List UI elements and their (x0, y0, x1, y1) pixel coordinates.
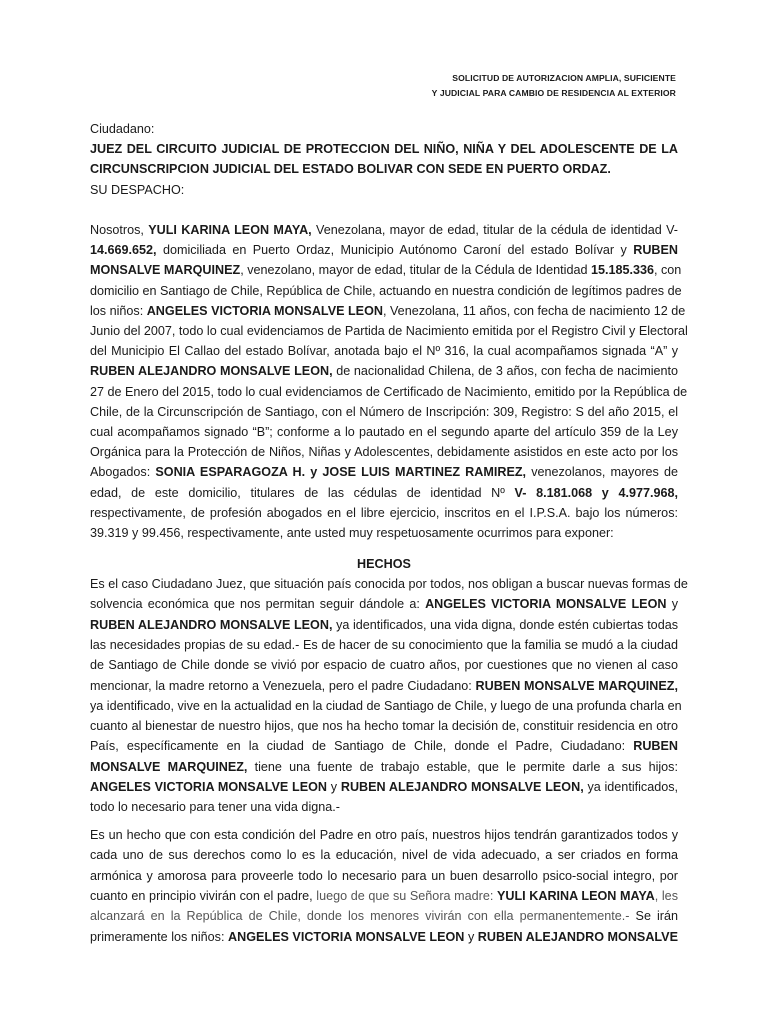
text-line (90, 465, 678, 479)
text-line (90, 577, 688, 591)
text-run: ya identificados, una vida digna, donde estén cubiertas todas (332, 617, 678, 632)
text-run: Es un hecho que con esta condición del Padre en otro país, nuestros hijos tendrán garantizados todos y (90, 828, 678, 842)
salutation: Ciudadano: (90, 122, 155, 136)
bold-text: ANGELES VICTORIA MONSALVE LEON (228, 929, 465, 944)
text-run: cuanto al bienestar de nuestro hijos, que nos ha hecho tomar la decisión de, constituir residencia en otro (90, 719, 678, 734)
bold-text: ANGELES VICTORIA MONSALVE LEON (425, 597, 667, 612)
text-line (90, 869, 678, 883)
text-run: , venezolano, mayor de edad, titular de la Cédula de Identidad (240, 263, 591, 278)
bold-text: RUBEN ALEJANDRO MONSALVE LEON, (340, 780, 584, 794)
text-run: cual acompañamos signado “B”; conforme a lo pautado en el segundo aparte del artículo 359 de la Ley (90, 425, 678, 439)
text-run: alcanzará en la República de Chile, donde los menores vivirán con ella permanentemente.- (90, 909, 630, 924)
text-line (90, 828, 678, 842)
text-run: de Santiago de Chile donde se vivió por espacio de cuatro años, por cuestiones que no vienen al caso (90, 658, 678, 673)
text-run: venezolanos, mayores de (526, 465, 678, 480)
text-run: Orgánica para la Protección de Niños, Niñas y Adolescentes, debidamente asistidos en este acto por los (90, 445, 678, 460)
text-run: armónica y amorosa para proveerle todo lo necesario para un buen desarrollo psico-social integro, por (90, 868, 678, 883)
text-run: Junio del 2007, todo lo cual evidenciamos de Partida de Nacimiento emitida por el Registro Civil y Electoral (90, 324, 688, 338)
text-line (90, 760, 678, 774)
text-line (90, 364, 678, 378)
text-line (90, 679, 678, 693)
text-run: edad, de este domicilio, titulares de las cédulas de identidad Nº (90, 485, 515, 500)
text-run: y (464, 929, 478, 944)
bold-text: RUBEN (633, 739, 678, 754)
text-line (90, 445, 678, 459)
text-run: Nosotros, (90, 223, 149, 237)
text-run: y (327, 780, 341, 794)
text-run: cada uno de sus derechos como lo es la educación, nivel de vida adecuado, a ser criados en forma (90, 848, 678, 863)
text-run: Chile, de la Circunscripción de Santiago, con el Número de Inscripción: 309, Registro: S del año 2015, el (90, 404, 678, 419)
text-line (90, 889, 678, 903)
text-line (90, 618, 678, 632)
text-run: 27 de Enero del 2015, todo lo cual evidenciamos de Certificado de Nacimiento, emitido por la República de (90, 384, 688, 399)
text-line (90, 263, 682, 278)
text-run: domiciliada en Puerto Ordaz, Municipio Autónomo Caroní del estado Bolívar y (156, 243, 634, 258)
office-line: SU DESPACHO: (90, 183, 185, 197)
text-line (90, 243, 678, 257)
text-run: respectivamente, de profesión abogados en el libre ejercicio, inscritos en el I.P.S.A. bajo los números: (90, 505, 678, 520)
bold-text: RUBEN ALEJANDRO MONSALVE LEON, (90, 364, 333, 379)
text-run: Se irán (629, 909, 678, 924)
text-line (90, 638, 678, 652)
text-line (90, 384, 688, 399)
text-run: Abogados: (90, 465, 156, 480)
bold-text: RUBEN ALEJANDRO MONSALVE LEON, (90, 617, 333, 632)
text-run: Venezolana, mayor de edad, titular de la cédula de identidad V- (311, 223, 678, 237)
bold-text: YULI KARINA LEON MAYA (496, 888, 655, 903)
text-line (90, 324, 688, 338)
text-run: , Venezolana, 11 años, con fecha de nacimiento 12 de (382, 303, 686, 318)
bold-text: YULI KARINA LEON MAYA, (148, 223, 312, 237)
text-run: mencionar, la madre retorno a Venezuela, pero el padre Ciudadano: (90, 678, 476, 693)
text-line (90, 658, 678, 672)
text-run: , les (654, 888, 678, 903)
section-title: HECHOS (357, 557, 411, 571)
text-run: y (666, 597, 678, 612)
text-line (90, 303, 686, 318)
text-run: primeramente los niños: (90, 929, 229, 944)
text-line (90, 344, 678, 358)
text-line (90, 848, 678, 862)
text-line (90, 223, 678, 237)
header-title-line1: SOLICITUD DE AUTORIZACION AMPLIA, SUFICIENTE (452, 73, 676, 83)
text-run: las necesidades propias de su edad.- Es de hacer de su conocimiento que la familia se mudó a la ciudad (90, 637, 678, 652)
text-run: 39.319 y 99.456, respectivamente, ante usted muy respetuosamente ocurrimos para exponer: (90, 526, 614, 540)
text-line (90, 739, 678, 753)
text-run: domicilio en Santiago de Chile, República de Chile, actuando en nuestra condición de legítimos padres de (90, 283, 682, 298)
bold-text: RUBEN ALEJANDRO MONSALVE (477, 929, 678, 944)
text-run: todo lo necesario para tener una vida digna.- (90, 800, 340, 815)
court-name-line2: CIRCUNSCRIPCION JUDICIAL DEL ESTADO BOLIVAR CON SEDE EN PUERTO ORDAZ. (90, 162, 611, 176)
text-line (90, 526, 678, 540)
text-run: luego de que su Señora madre: (316, 888, 497, 903)
text-run: los niños: (90, 303, 147, 318)
text-run: tiene una fuente de trabajo estable, que le permite darle a sus hijos: (247, 759, 678, 774)
text-line (90, 800, 678, 814)
text-run: del Municipio El Callao del estado Bolívar, anotada bajo el Nº 316, la cual acompañamos signada “A” y (90, 344, 678, 359)
text-run: cuanto en principio vivirán con el padre, (90, 888, 317, 903)
text-run: de nacionalidad Chilena, de 3 años, con fecha de nacimiento (332, 364, 678, 379)
text-run: ya identificados, (583, 780, 679, 794)
text-run: solvencia económica que nos permitan seguir dándole a: (90, 597, 426, 612)
bold-text: MONSALVE MARQUINEZ (90, 263, 241, 278)
bold-text: SONIA ESPARAGOZA H. y JOSE LUIS MARTINEZ RAMIREZ, (155, 465, 527, 480)
bold-text: 15.185.336 (590, 263, 654, 278)
text-line (90, 283, 682, 298)
bold-text: V- 8.181.068 y 4.977.968, (514, 485, 678, 500)
text-line (90, 486, 678, 500)
text-line (90, 405, 678, 419)
bold-text: RUBEN MONSALVE MARQUINEZ, (475, 678, 678, 693)
text-line (90, 506, 678, 520)
bold-text: ANGELES VICTORIA MONSALVE LEON (146, 303, 383, 318)
text-run: ya identificado, vive en la actualidad en la ciudad de Santiago de Chile, y luego de una profunda charla en (90, 698, 682, 713)
text-line (90, 909, 678, 923)
bold-text: ANGELES VICTORIA MONSALVE LEON (90, 780, 328, 794)
text-run: Es el caso Ciudadano Juez, que situación país conocida por todos, nos obligan a buscar nuevas formas de (90, 577, 688, 591)
text-line (90, 719, 678, 733)
text-line (90, 780, 678, 794)
text-line (90, 425, 678, 439)
text-line (90, 698, 682, 713)
bold-text: RUBEN (633, 243, 678, 258)
text-run: País, específicamente en la ciudad de Santiago de Chile, donde el Padre, Ciudadano: (90, 739, 634, 754)
court-name-line1: JUEZ DEL CIRCUITO JUDICIAL DE PROTECCION DEL NIÑO, NIÑA Y DEL ADOLESCENTE DE LA (90, 142, 678, 156)
text-line (90, 597, 678, 611)
text-run: , con (654, 263, 682, 278)
header-title-line2: Y JUDICIAL PARA CAMBIO DE RESIDENCIA AL EXTERIOR (431, 88, 676, 98)
text-line (90, 930, 678, 944)
bold-text: MONSALVE MARQUINEZ, (90, 759, 248, 774)
bold-text: 14.669.652, (90, 243, 157, 258)
